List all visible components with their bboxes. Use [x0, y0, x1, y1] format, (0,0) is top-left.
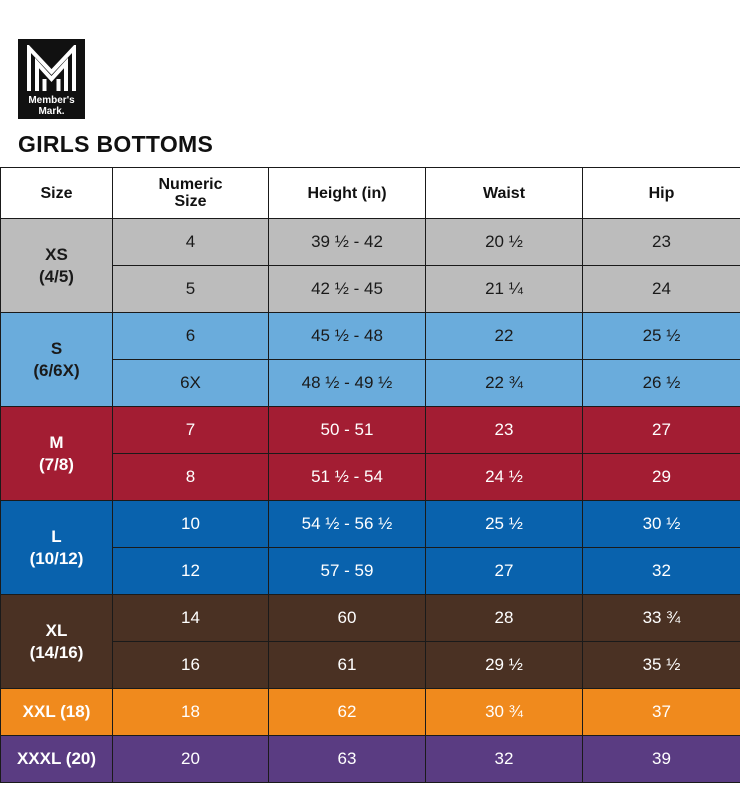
numeric-cell: 5	[113, 266, 269, 313]
header-hip: Hip	[583, 168, 740, 219]
numeric-cell: 20	[113, 736, 269, 783]
numeric-cell: 4	[113, 219, 269, 266]
hip-cell: 27	[583, 407, 740, 454]
m-monogram-icon	[26, 45, 77, 93]
hip-cell: 37	[583, 689, 740, 736]
height-cell: 63	[269, 736, 426, 783]
hip-cell: 25 ½	[583, 313, 740, 360]
size-range-label: (14/16)	[29, 642, 84, 662]
table-row	[1, 219, 740, 266]
height-cell: 42 ½ - 45	[269, 266, 426, 313]
hip-cell: 23	[583, 219, 740, 266]
header-numeric-line1: Numeric	[158, 176, 223, 193]
numeric-cell: 10	[113, 501, 269, 548]
size-range-label: (6/6X)	[33, 360, 80, 380]
size-label: M	[49, 432, 64, 452]
size-label-cell	[1, 595, 113, 689]
size-chart-table	[0, 167, 740, 783]
size-label-cell	[1, 736, 113, 783]
height-cell: 45 ½ - 48	[269, 313, 426, 360]
numeric-cell: 8	[113, 454, 269, 501]
waist-cell: 22	[426, 313, 583, 360]
header-row	[1, 168, 740, 219]
size-range-label: (7/8)	[39, 454, 74, 474]
size-label: XS	[45, 244, 68, 264]
numeric-cell: 16	[113, 642, 269, 689]
waist-cell: 23	[426, 407, 583, 454]
size-range-label: (10/12)	[29, 548, 84, 568]
size-range-label: (4/5)	[39, 266, 74, 286]
page-title: GIRLS BOTTOMS	[18, 131, 214, 157]
numeric-cell: 12	[113, 548, 269, 595]
waist-cell: 30 ¾	[426, 689, 583, 736]
size-label: XXL (18)	[22, 702, 91, 721]
size-label: L	[51, 526, 62, 546]
waist-cell: 21 ¼	[426, 266, 583, 313]
hip-cell: 32	[583, 548, 740, 595]
table-row	[1, 313, 740, 360]
size-label-cell	[1, 219, 113, 313]
waist-cell: 28	[426, 595, 583, 642]
waist-cell: 22 ¾	[426, 360, 583, 407]
members-mark-logo	[18, 39, 85, 119]
waist-cell: 32	[426, 736, 583, 783]
hip-cell: 35 ½	[583, 642, 740, 689]
numeric-cell: 7	[113, 407, 269, 454]
hip-cell: 24	[583, 266, 740, 313]
size-label-cell	[1, 689, 113, 736]
waist-cell: 25 ½	[426, 501, 583, 548]
size-label-cell	[1, 313, 113, 407]
size-label: S	[50, 338, 63, 358]
hip-cell: 29	[583, 454, 740, 501]
waist-cell: 27	[426, 548, 583, 595]
height-cell: 48 ½ - 49 ½	[269, 360, 426, 407]
waist-cell: 20 ½	[426, 219, 583, 266]
hip-cell: 33 ¾	[583, 595, 740, 642]
numeric-cell: 6	[113, 313, 269, 360]
header-size: Size	[1, 168, 113, 219]
waist-cell: 24 ½	[426, 454, 583, 501]
logo-text-line2: Mark.	[38, 106, 65, 117]
height-cell: 39 ½ - 42	[269, 219, 426, 266]
height-cell: 61	[269, 642, 426, 689]
height-cell: 57 - 59	[269, 548, 426, 595]
numeric-cell: 18	[113, 689, 269, 736]
table-row	[1, 501, 740, 548]
hip-cell: 30 ½	[583, 501, 740, 548]
table-row	[1, 407, 740, 454]
table-row	[1, 736, 740, 783]
waist-cell: 29 ½	[426, 642, 583, 689]
table-row	[1, 595, 740, 642]
hip-cell: 39	[583, 736, 740, 783]
height-cell: 50 - 51	[269, 407, 426, 454]
height-cell: 54 ½ - 56 ½	[269, 501, 426, 548]
height-cell: 60	[269, 595, 426, 642]
header-numeric-size	[113, 168, 269, 219]
header-waist: Waist	[426, 168, 583, 219]
header-height: Height (in)	[269, 168, 426, 219]
size-label-cell	[1, 501, 113, 595]
height-cell: 62	[269, 689, 426, 736]
size-label: XL	[45, 620, 68, 640]
numeric-cell: 14	[113, 595, 269, 642]
table-row	[1, 689, 740, 736]
header-numeric-line2: Size	[174, 193, 207, 210]
logo-text-line1: Member's	[28, 95, 75, 106]
hip-cell: 26 ½	[583, 360, 740, 407]
numeric-cell: 6X	[113, 360, 269, 407]
size-chart-body	[1, 219, 740, 783]
size-label-cell	[1, 407, 113, 501]
size-label: XXXL (20)	[16, 749, 97, 768]
height-cell: 51 ½ - 54	[269, 454, 426, 501]
